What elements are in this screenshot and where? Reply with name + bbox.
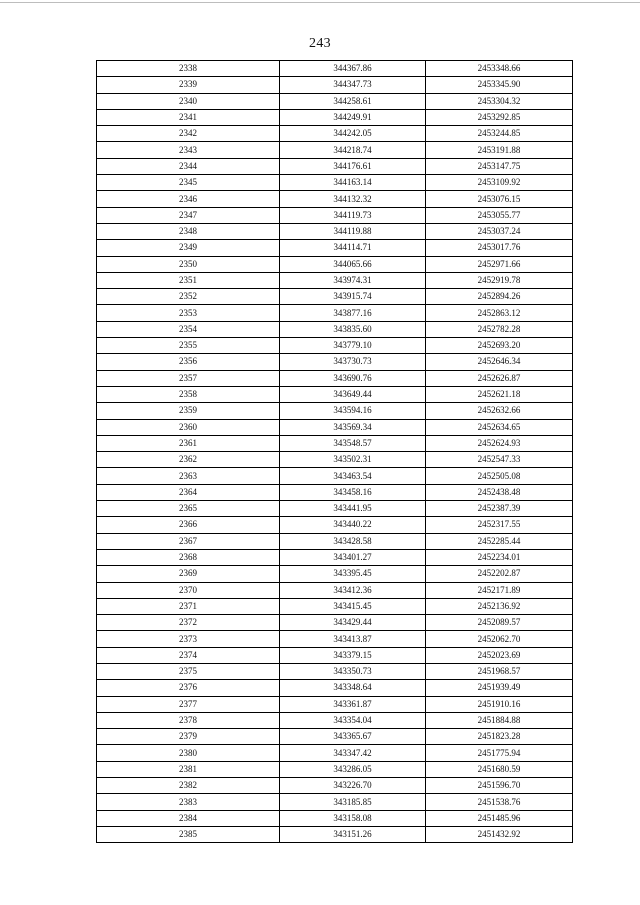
x-coordinate-cell: 344132.32 [280, 191, 426, 207]
x-coordinate-cell: 343463.54 [280, 468, 426, 484]
point-number-cell: 2340 [97, 93, 280, 109]
header-rule [0, 2, 640, 3]
table-row [97, 321, 573, 337]
y-coordinate-cell: 2452438.48 [426, 484, 573, 500]
y-coordinate-cell: 2452634.65 [426, 419, 573, 435]
x-coordinate-cell: 343226.70 [280, 778, 426, 794]
y-coordinate-cell: 2452136.92 [426, 598, 573, 614]
y-coordinate-cell: 2452505.08 [426, 468, 573, 484]
y-coordinate-cell: 2452621.18 [426, 386, 573, 402]
point-number-cell: 2363 [97, 468, 280, 484]
y-coordinate-cell: 2452693.20 [426, 338, 573, 354]
x-coordinate-cell: 343429.44 [280, 615, 426, 631]
table-row [97, 484, 573, 500]
point-number-cell: 2362 [97, 452, 280, 468]
x-coordinate-cell: 343502.31 [280, 452, 426, 468]
point-number-cell: 2368 [97, 549, 280, 565]
x-coordinate-cell: 343428.58 [280, 533, 426, 549]
x-coordinate-cell: 343361.87 [280, 696, 426, 712]
point-number-cell: 2360 [97, 419, 280, 435]
point-number-cell: 2371 [97, 598, 280, 614]
table-row [97, 435, 573, 451]
point-number-cell: 2370 [97, 582, 280, 598]
point-number-cell: 2376 [97, 680, 280, 696]
point-number-cell: 2380 [97, 745, 280, 761]
x-coordinate-cell: 344065.66 [280, 256, 426, 272]
point-number-cell: 2366 [97, 517, 280, 533]
y-coordinate-cell: 2452626.87 [426, 370, 573, 386]
y-coordinate-cell: 2452202.87 [426, 566, 573, 582]
y-coordinate-cell: 2453076.15 [426, 191, 573, 207]
x-coordinate-cell: 343915.74 [280, 289, 426, 305]
table-row [97, 729, 573, 745]
point-number-cell: 2343 [97, 142, 280, 158]
point-number-cell: 2361 [97, 435, 280, 451]
table-row [97, 386, 573, 402]
table-row [97, 549, 573, 565]
point-number-cell: 2353 [97, 305, 280, 321]
point-number-cell: 2348 [97, 223, 280, 239]
table-row [97, 533, 573, 549]
y-coordinate-cell: 2451432.92 [426, 826, 573, 842]
x-coordinate-cell: 343379.15 [280, 647, 426, 663]
point-number-cell: 2344 [97, 158, 280, 174]
table-row [97, 370, 573, 386]
point-number-cell: 2351 [97, 272, 280, 288]
x-coordinate-cell: 343974.31 [280, 272, 426, 288]
table-row [97, 761, 573, 777]
x-coordinate-cell: 343401.27 [280, 549, 426, 565]
x-coordinate-cell: 344218.74 [280, 142, 426, 158]
point-number-cell: 2347 [97, 207, 280, 223]
point-number-cell: 2358 [97, 386, 280, 402]
table-row [97, 354, 573, 370]
x-coordinate-cell: 344249.91 [280, 109, 426, 125]
point-number-cell: 2345 [97, 175, 280, 191]
table-row [97, 712, 573, 728]
x-coordinate-cell: 343185.85 [280, 794, 426, 810]
x-coordinate-cell: 343151.26 [280, 826, 426, 842]
point-number-cell: 2367 [97, 533, 280, 549]
table-row [97, 61, 573, 77]
y-coordinate-cell: 2451485.96 [426, 810, 573, 826]
table-row [97, 566, 573, 582]
table-row [97, 403, 573, 419]
y-coordinate-cell: 2452624.93 [426, 435, 573, 451]
x-coordinate-cell: 343350.73 [280, 663, 426, 679]
y-coordinate-cell: 2451680.59 [426, 761, 573, 777]
point-number-cell: 2365 [97, 501, 280, 517]
x-coordinate-cell: 343395.45 [280, 566, 426, 582]
point-number-cell: 2375 [97, 663, 280, 679]
table-row [97, 598, 573, 614]
table-row [97, 223, 573, 239]
table-row [97, 126, 573, 142]
y-coordinate-cell: 2453304.32 [426, 93, 573, 109]
x-coordinate-cell: 343877.16 [280, 305, 426, 321]
table-row [97, 240, 573, 256]
y-coordinate-cell: 2452285.44 [426, 533, 573, 549]
point-number-cell: 2377 [97, 696, 280, 712]
table-row [97, 272, 573, 288]
point-number-cell: 2379 [97, 729, 280, 745]
table-row [97, 109, 573, 125]
table-row [97, 468, 573, 484]
y-coordinate-cell: 2452234.01 [426, 549, 573, 565]
page-number: 243 [309, 36, 331, 51]
table-row [97, 517, 573, 533]
x-coordinate-cell: 343441.95 [280, 501, 426, 517]
x-coordinate-cell: 344347.73 [280, 77, 426, 93]
x-coordinate-cell: 343690.76 [280, 370, 426, 386]
y-coordinate-cell: 2452894.26 [426, 289, 573, 305]
point-number-cell: 2354 [97, 321, 280, 337]
x-coordinate-cell: 343365.67 [280, 729, 426, 745]
table-row [97, 175, 573, 191]
point-number-cell: 2355 [97, 338, 280, 354]
table-row [97, 419, 573, 435]
x-coordinate-cell: 343548.57 [280, 435, 426, 451]
y-coordinate-cell: 2452863.12 [426, 305, 573, 321]
y-coordinate-cell: 2452317.55 [426, 517, 573, 533]
y-coordinate-cell: 2451823.28 [426, 729, 573, 745]
table-row [97, 191, 573, 207]
y-coordinate-cell: 2452023.69 [426, 647, 573, 663]
x-coordinate-cell: 344176.61 [280, 158, 426, 174]
x-coordinate-cell: 343730.73 [280, 354, 426, 370]
y-coordinate-cell: 2452919.78 [426, 272, 573, 288]
table-row [97, 647, 573, 663]
point-number-cell: 2356 [97, 354, 280, 370]
table-row [97, 582, 573, 598]
point-number-cell: 2341 [97, 109, 280, 125]
x-coordinate-cell: 343594.16 [280, 403, 426, 419]
table-row [97, 778, 573, 794]
y-coordinate-cell: 2452632.66 [426, 403, 573, 419]
point-number-cell: 2346 [97, 191, 280, 207]
table-row [97, 663, 573, 679]
table-row [97, 77, 573, 93]
y-coordinate-cell: 2451596.70 [426, 778, 573, 794]
x-coordinate-cell: 344119.73 [280, 207, 426, 223]
point-number-cell: 2359 [97, 403, 280, 419]
y-coordinate-cell: 2453348.66 [426, 61, 573, 77]
y-coordinate-cell: 2451775.94 [426, 745, 573, 761]
y-coordinate-cell: 2452089.57 [426, 615, 573, 631]
table-row [97, 256, 573, 272]
table-row [97, 305, 573, 321]
x-coordinate-cell: 343458.16 [280, 484, 426, 500]
x-coordinate-cell: 343348.64 [280, 680, 426, 696]
y-coordinate-cell: 2451538.76 [426, 794, 573, 810]
table-row [97, 207, 573, 223]
x-coordinate-cell: 343413.87 [280, 631, 426, 647]
table-row [97, 615, 573, 631]
point-number-cell: 2342 [97, 126, 280, 142]
x-coordinate-cell: 343354.04 [280, 712, 426, 728]
y-coordinate-cell: 2452062.70 [426, 631, 573, 647]
point-number-cell: 2378 [97, 712, 280, 728]
y-coordinate-cell: 2452171.89 [426, 582, 573, 598]
table-row [97, 93, 573, 109]
x-coordinate-cell: 344119.88 [280, 223, 426, 239]
point-number-cell: 2364 [97, 484, 280, 500]
table-row [97, 338, 573, 354]
x-coordinate-cell: 343569.34 [280, 419, 426, 435]
x-coordinate-cell: 344163.14 [280, 175, 426, 191]
coordinate-table [96, 60, 573, 843]
y-coordinate-cell: 2453055.77 [426, 207, 573, 223]
y-coordinate-cell: 2453191.88 [426, 142, 573, 158]
y-coordinate-cell: 2453037.24 [426, 223, 573, 239]
y-coordinate-cell: 2451910.16 [426, 696, 573, 712]
table-row [97, 501, 573, 517]
y-coordinate-cell: 2452971.66 [426, 256, 573, 272]
table-row [97, 142, 573, 158]
y-coordinate-cell: 2453345.90 [426, 77, 573, 93]
point-number-cell: 2385 [97, 826, 280, 842]
y-coordinate-cell: 2453017.76 [426, 240, 573, 256]
x-coordinate-cell: 343286.05 [280, 761, 426, 777]
y-coordinate-cell: 2453109.92 [426, 175, 573, 191]
y-coordinate-cell: 2453292.85 [426, 109, 573, 125]
y-coordinate-cell: 2452547.33 [426, 452, 573, 468]
point-number-cell: 2350 [97, 256, 280, 272]
point-number-cell: 2382 [97, 778, 280, 794]
coordinate-table-body [97, 61, 573, 843]
x-coordinate-cell: 343649.44 [280, 386, 426, 402]
point-number-cell: 2352 [97, 289, 280, 305]
table-row [97, 745, 573, 761]
point-number-cell: 2372 [97, 615, 280, 631]
x-coordinate-cell: 343779.10 [280, 338, 426, 354]
point-number-cell: 2374 [97, 647, 280, 663]
y-coordinate-cell: 2452387.39 [426, 501, 573, 517]
x-coordinate-cell: 343158.08 [280, 810, 426, 826]
x-coordinate-cell: 344114.71 [280, 240, 426, 256]
table-row [97, 158, 573, 174]
table-row [97, 810, 573, 826]
x-coordinate-cell: 343440.22 [280, 517, 426, 533]
x-coordinate-cell: 343347.42 [280, 745, 426, 761]
table-row [97, 452, 573, 468]
y-coordinate-cell: 2451939.49 [426, 680, 573, 696]
point-number-cell: 2369 [97, 566, 280, 582]
table-row [97, 826, 573, 842]
x-coordinate-cell: 344367.86 [280, 61, 426, 77]
table-row [97, 631, 573, 647]
point-number-cell: 2357 [97, 370, 280, 386]
point-number-cell: 2381 [97, 761, 280, 777]
point-number-cell: 2349 [97, 240, 280, 256]
table-row [97, 696, 573, 712]
table-row [97, 289, 573, 305]
table-row [97, 680, 573, 696]
x-coordinate-cell: 344258.61 [280, 93, 426, 109]
point-number-cell: 2338 [97, 61, 280, 77]
y-coordinate-cell: 2453244.85 [426, 126, 573, 142]
y-coordinate-cell: 2452782.28 [426, 321, 573, 337]
y-coordinate-cell: 2453147.75 [426, 158, 573, 174]
y-coordinate-cell: 2451884.88 [426, 712, 573, 728]
table-row [97, 794, 573, 810]
x-coordinate-cell: 343412.36 [280, 582, 426, 598]
point-number-cell: 2339 [97, 77, 280, 93]
point-number-cell: 2373 [97, 631, 280, 647]
y-coordinate-cell: 2451968.57 [426, 663, 573, 679]
y-coordinate-cell: 2452646.34 [426, 354, 573, 370]
x-coordinate-cell: 343415.45 [280, 598, 426, 614]
point-number-cell: 2384 [97, 810, 280, 826]
point-number-cell: 2383 [97, 794, 280, 810]
x-coordinate-cell: 344242.05 [280, 126, 426, 142]
x-coordinate-cell: 343835.60 [280, 321, 426, 337]
